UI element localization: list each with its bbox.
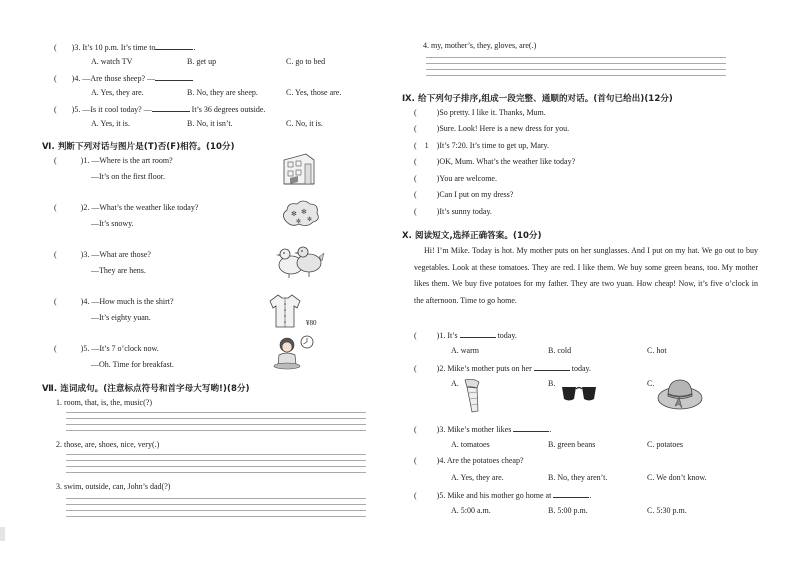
section-10-title: Ⅹ. 阅读短文,选择正确答案。(10分) xyxy=(402,231,542,241)
section-9-title: Ⅸ. 给下列句子排序,组成一段完整、通顺的对话。(首句已给出)(12分) xyxy=(402,94,673,104)
svg-text:✻: ✻ xyxy=(307,216,313,223)
option-a: A. watch TV xyxy=(91,57,133,66)
breakfast-girl-clock-icon xyxy=(272,333,318,371)
writing-line[interactable] xyxy=(66,516,366,517)
writing-line[interactable] xyxy=(426,57,726,58)
right-column xyxy=(397,0,794,562)
choice-question-5: ( )5. —Is it cool today? — It’s 36 degrees outside. xyxy=(54,105,266,114)
order-item: ( )So pretty. I like it. Thanks, Mum. xyxy=(414,108,546,117)
writing-line[interactable] xyxy=(426,69,726,70)
writing-line[interactable] xyxy=(66,460,366,461)
judge-item-2: ( )2. —What’s the weather like today? xyxy=(54,203,199,212)
option-a: A. 5:00 a.m. xyxy=(451,506,491,515)
option-c: C. hot xyxy=(647,346,667,355)
unscramble-item-4: 4. my, mother’s, they, gloves, are(.) xyxy=(423,41,537,50)
option-a: A. tomatoes xyxy=(451,440,490,449)
judge-item-5: ( )5. —It’s 7 o’clock now. xyxy=(54,344,159,353)
option-a: A. xyxy=(451,379,459,388)
order-item: ( )Sure. Look! Here is a new dress for you. xyxy=(414,124,570,133)
option-b: B. 5:00 p.m. xyxy=(548,506,588,515)
svg-text:✻: ✻ xyxy=(301,208,307,216)
writing-line[interactable] xyxy=(66,466,366,467)
order-item: ( )It’s sunny today. xyxy=(414,207,492,216)
option-c: C. Yes, those are. xyxy=(286,88,342,97)
judge-item-4: ( )4. —How much is the shirt? xyxy=(54,297,174,306)
scarf-option-icon xyxy=(459,378,485,414)
option-b: B. cold xyxy=(548,346,572,355)
option-b: B. get up xyxy=(187,57,217,66)
option-b: B. No, they aren’t. xyxy=(548,473,608,482)
sunglasses-option-icon xyxy=(560,383,598,403)
answer-blank[interactable] xyxy=(534,362,570,371)
shirt-price-tag: ¥80 xyxy=(306,319,317,327)
writing-line[interactable] xyxy=(66,430,366,431)
writing-line[interactable] xyxy=(66,412,366,413)
answer-blank[interactable] xyxy=(152,103,190,112)
writing-line[interactable] xyxy=(66,472,366,473)
reading-question-5: ( )5. Mike and his mother go home at . xyxy=(414,491,592,500)
order-item: ( )You are welcome. xyxy=(414,174,497,183)
order-item: ( )Can I put on my dress? xyxy=(414,190,514,199)
judge-answer-2: —It’s snowy. xyxy=(91,219,134,228)
judge-answer-4: —It’s eighty yuan. xyxy=(91,313,151,322)
option-c: C. 5:30 p.m. xyxy=(647,506,687,515)
writing-line[interactable] xyxy=(426,63,726,64)
writing-line[interactable] xyxy=(66,510,366,511)
writing-line[interactable] xyxy=(66,504,366,505)
hat-option-icon xyxy=(655,376,705,412)
judge-answer-1: —It’s on the first floor. xyxy=(91,172,165,181)
snow-cloud-icon xyxy=(279,198,321,232)
order-item: ( )OK, Mum. What’s the weather like today? xyxy=(414,157,576,166)
judge-item-1: ( )1. —Where is the art room? xyxy=(54,156,173,165)
option-b: B. xyxy=(548,379,556,388)
answer-blank[interactable] xyxy=(460,329,496,338)
option-c: C. potatoes xyxy=(647,440,683,449)
option-c: C. No, it is. xyxy=(286,119,323,128)
answer-blank[interactable] xyxy=(155,41,193,50)
option-c: C. xyxy=(647,379,655,388)
unscramble-item-2: 2. those, are, shoes, nice, very(.) xyxy=(56,440,160,449)
reading-question-2: ( )2. Mike’s mother puts on her today. xyxy=(414,364,592,373)
birds-picture-icon xyxy=(275,243,325,279)
writing-line[interactable] xyxy=(66,454,366,455)
option-a: A. warm xyxy=(451,346,479,355)
choice-question-4: ( )4. —Are those sheep? — xyxy=(54,72,193,84)
writing-line[interactable] xyxy=(66,418,366,419)
art-room-building-icon xyxy=(278,150,320,190)
writing-line[interactable] xyxy=(426,75,726,76)
reading-passage: Hi! I’m Mike. Today is hot. My mother puts on her sunglasses. And I put on my hat. We go out to buy vegetables. Look at these tomatoes. They are red. I like them. We buy some green beans, too. My mother likes them. We buy five potatoes for my father. They are two yuan. How cheap! Now, it’s five o’clock in the afternoon. Time to go home. xyxy=(414,246,758,305)
reading-question-3: ( )3. Mike’s mother likes . xyxy=(414,425,552,434)
answer-blank[interactable] xyxy=(553,489,589,498)
writing-line[interactable] xyxy=(66,424,366,425)
unscramble-item-3: 3. swim, outside, can, John’s dad(?) xyxy=(56,482,171,491)
svg-text:✻: ✻ xyxy=(291,210,297,218)
option-a: A. Yes, they are. xyxy=(451,473,504,482)
judge-item-3: ( )3. —What are those? xyxy=(54,250,151,259)
option-b: B. No, they are sheep. xyxy=(187,88,258,97)
option-b: B. No, it isn’t. xyxy=(187,119,233,128)
section-7-title: Ⅶ. 连词成句。(注意标点符号和首字母大写哟!)(8分) xyxy=(42,384,250,394)
answer-blank[interactable] xyxy=(155,72,193,81)
judge-answer-3: —They are hens. xyxy=(91,266,146,275)
reading-question-1: ( )1. It’s today. xyxy=(414,331,517,340)
reading-question-4: ( )4. Are the potatoes cheap? xyxy=(414,456,524,465)
option-a: A. Yes, it is. xyxy=(91,119,130,128)
unscramble-item-1: 1. room, that, is, the, music(?) xyxy=(56,398,152,407)
judge-answer-5: —Oh. Time for breakfast. xyxy=(91,360,174,369)
option-b: B. green beans xyxy=(548,440,596,449)
order-item: ( 1 )It’s 7:20. It’s time to get up, Mary. xyxy=(414,141,550,150)
writing-line[interactable] xyxy=(66,498,366,499)
option-c: C. We don’t know. xyxy=(647,473,707,482)
option-c: C. go to bed xyxy=(286,57,326,66)
section-6-title: Ⅵ. 判断下列对话与图片是(T)否(F)相符。(10分) xyxy=(42,142,235,152)
shirt-picture-icon xyxy=(268,292,302,330)
svg-text:✻: ✻ xyxy=(296,218,302,225)
option-a: A. Yes, they are. xyxy=(91,88,144,97)
choice-question-3: ( )3. It’s 10 p.m. It’s time to . xyxy=(54,43,196,52)
answer-blank[interactable] xyxy=(513,423,549,432)
